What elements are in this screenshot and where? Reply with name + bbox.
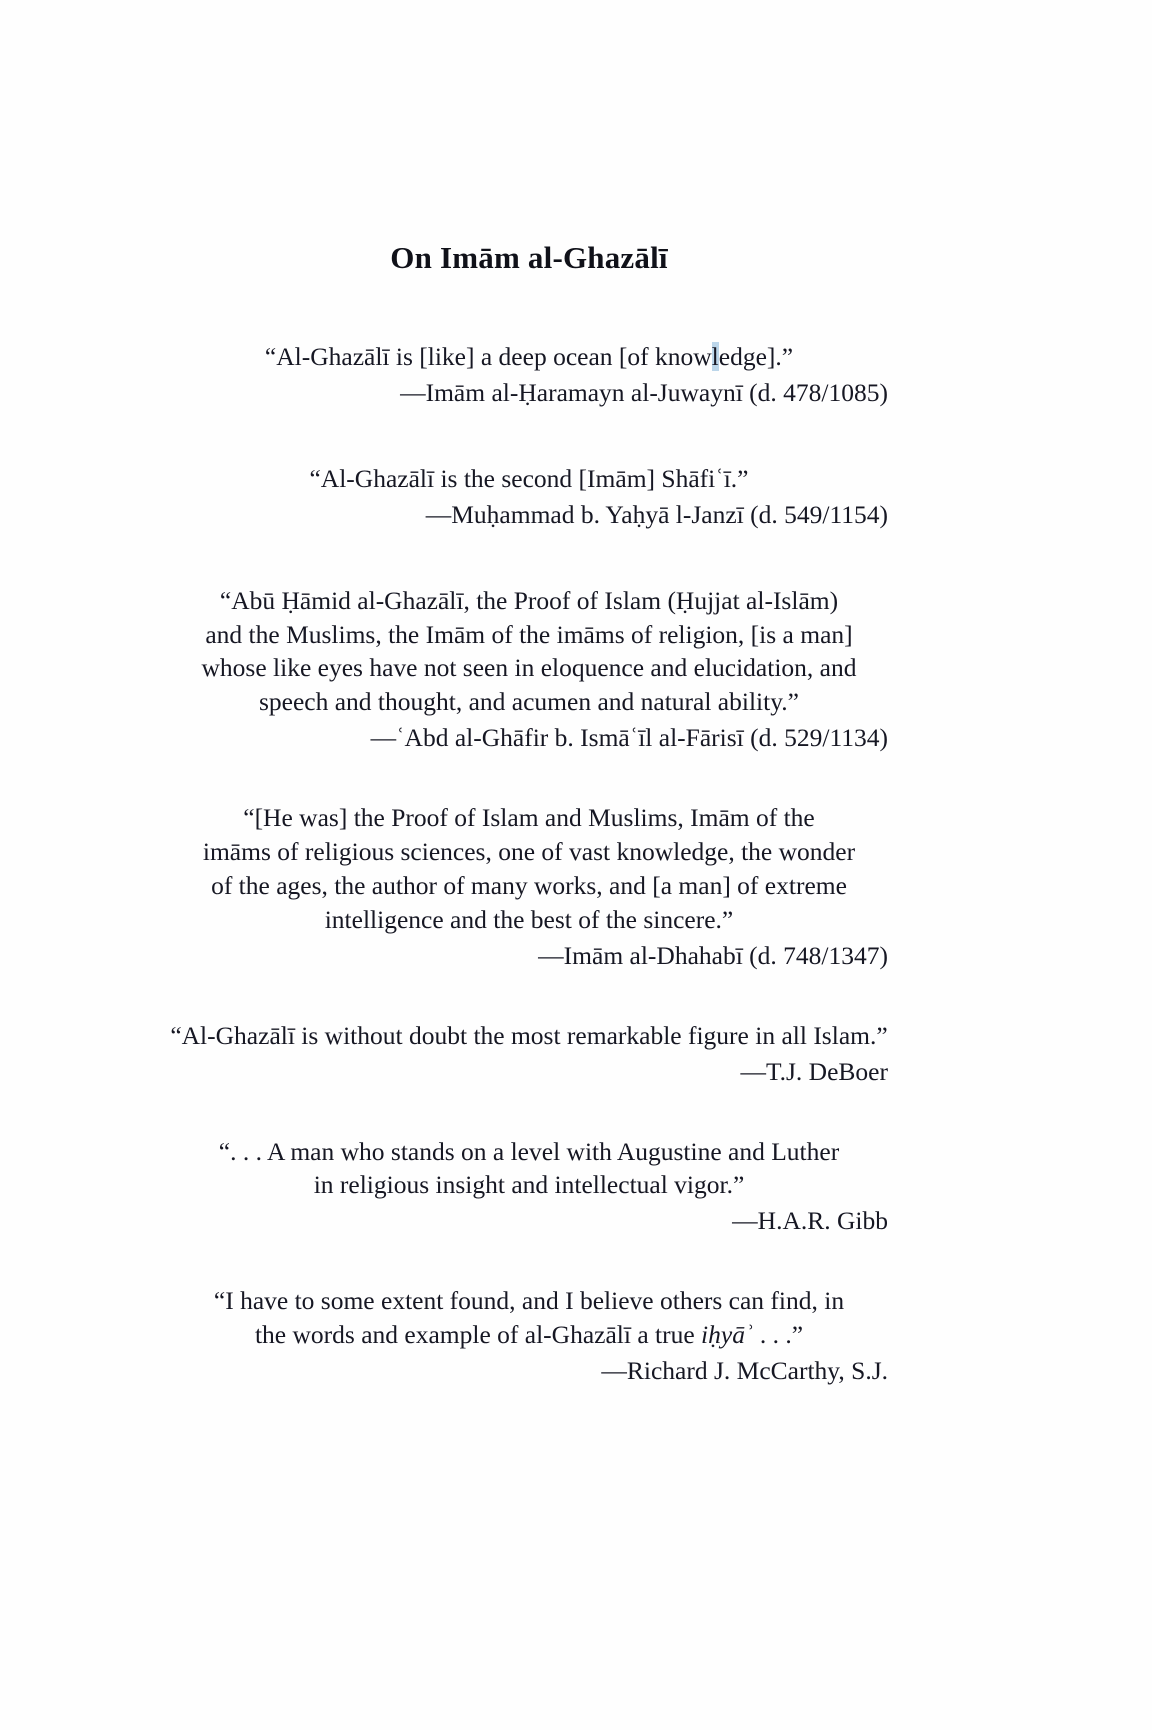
quote-attribution: —Richard J. McCarthy, S.J. xyxy=(601,1356,888,1386)
page-title: On Imām al-Ghazālī xyxy=(390,240,668,275)
quote-block-mccarthy xyxy=(170,1284,888,1388)
quote-line xyxy=(170,1318,888,1352)
quote-attribution: —H.A.R. Gibb xyxy=(732,1206,888,1236)
quote-attribution: —Imām al-Ḥaramayn al-Juwaynī (d. 478/1085) xyxy=(400,377,888,407)
quote-attribution: —ʿAbd al-Ghāfir b. Ismāʿīl al-Fārisī (d. 529/1134) xyxy=(370,723,888,753)
quote-block-gibb xyxy=(170,1135,888,1239)
quote-line: “[He was] the Proof of Islam and Muslims, Imām of the xyxy=(243,803,815,833)
quote-line: whose like eyes have not seen in eloquence and elucidation, and xyxy=(201,653,857,683)
quote-line-text-a: “Al-Ghazālī is [like] a deep ocean [of know xyxy=(264,342,712,371)
quote-line-text-b: edge].” xyxy=(718,342,794,371)
quote-line: “Al-Ghazālī is without doubt the most remarkable figure in all Islam.” xyxy=(170,1020,888,1050)
transliteration-term: iḥyāʾ xyxy=(701,1320,754,1350)
quote-line-text-a: the words and example of al-Ghazālī a true xyxy=(254,1320,702,1350)
quote-block-deboer xyxy=(170,1019,888,1089)
quote-line-text-b: . . .” xyxy=(753,1320,804,1350)
quote-line: “. . . A man who stands on a level with Augustine and Luther xyxy=(218,1136,840,1166)
quote-line: of the ages, the author of many works, and [a man] of extreme xyxy=(211,870,847,900)
quote-line: speech and thought, and acumen and natural ability.” xyxy=(258,687,800,717)
quote-line: “I have to some extent found, and I believe others can find, in xyxy=(213,1286,845,1316)
highlight-mark: l xyxy=(711,342,719,371)
quote-line: and the Muslims, the Imām of the imāms of religion, [is a man] xyxy=(205,619,853,649)
quote-attribution: —Imām al-Dhahabī (d. 748/1347) xyxy=(538,940,888,970)
page-content xyxy=(170,240,888,1432)
quote-block-farisi xyxy=(170,584,888,756)
quote-line: intelligence and the best of the sincere.” xyxy=(324,904,734,934)
quote-block-dhahabi xyxy=(170,801,888,973)
quote-line: in religious insight and intellectual vigor.” xyxy=(313,1170,745,1200)
quote-line: “Al-Ghazālī is the second [Imām] Shāfiʿī.” xyxy=(309,463,749,493)
quote-line xyxy=(170,340,888,374)
quote-line: “Abū Ḥāmid al-Ghazālī, the Proof of Islam (Ḥujjat al-Islām) xyxy=(219,585,839,615)
quote-block-janzi xyxy=(170,462,888,532)
quote-attribution: —T.J. DeBoer xyxy=(740,1056,888,1086)
quote-block-juwayni xyxy=(170,340,888,410)
quote-attribution: —Muḥammad b. Yaḥyā l-Janzī (d. 549/1154) xyxy=(425,499,888,529)
quote-line: imāms of religious sciences, one of vast knowledge, the wonder xyxy=(202,837,856,867)
